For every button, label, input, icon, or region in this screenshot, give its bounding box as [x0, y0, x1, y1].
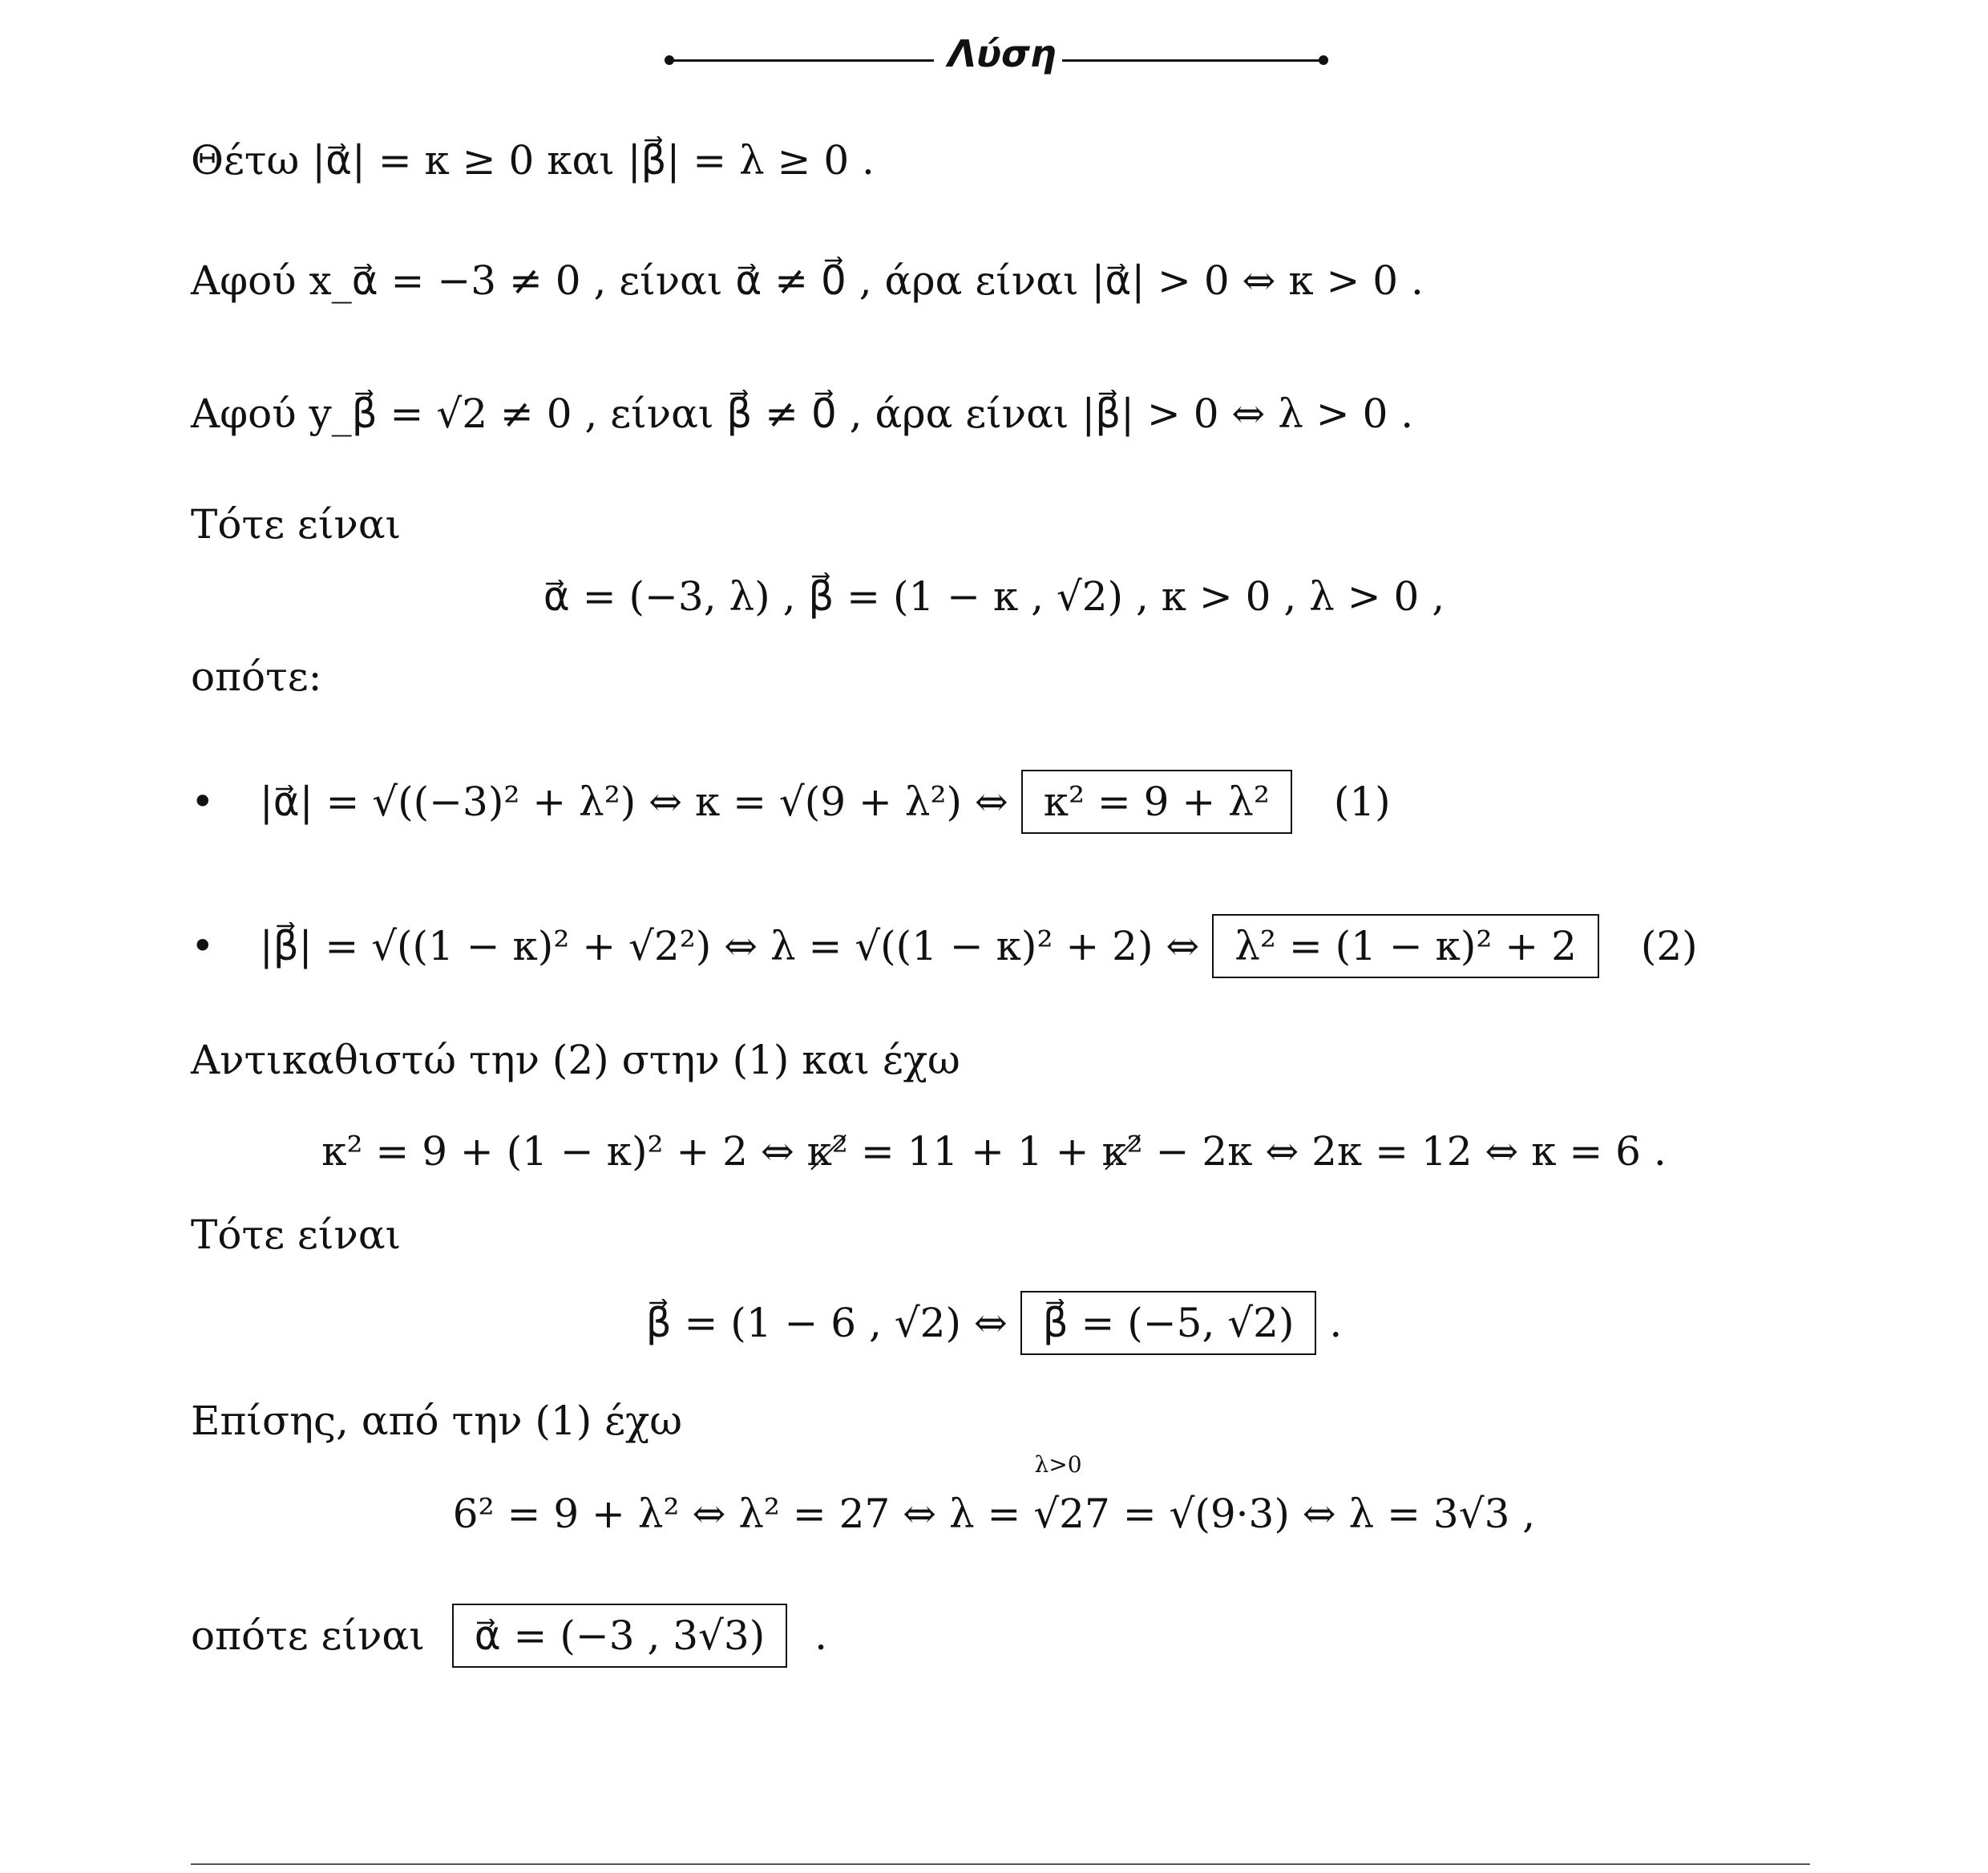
equation-2-box: λ² = (1 − κ)² + 2	[1212, 914, 1599, 978]
alpha-result-label: οπότε είναι	[191, 1612, 425, 1659]
alpha-norm-derivation: |α⃗| = √((−3)² + λ²) ⇔ κ = √(9 + λ²) ⇔	[259, 779, 1008, 825]
vectors-definition: α⃗ = (−3, λ) , β⃗ = (1 − κ , √2) , κ > 0 , λ > 0 ,	[543, 573, 1445, 620]
then-line-2: Τότε είναι	[191, 1212, 402, 1258]
beta-nonzero-line: Αφού y_β⃗ = √2 ≠ 0 , είναι β⃗ ≠ 0⃗ , άρα είναι |β⃗| > 0 ⇔ λ > 0 .	[191, 390, 1414, 437]
equation-1-box: κ² = 9 + λ²	[1021, 770, 1292, 834]
then-line-1: Τότε είναι	[191, 501, 402, 548]
set-norms-line: Θέτω |α⃗| = κ ≥ 0 και |β⃗| = λ ≥ 0 .	[191, 137, 875, 184]
solve-kappa-part-c: − 2κ ⇔ 2κ = 12 ⇔ κ = 6 .	[1142, 1128, 1667, 1175]
bullet-marker: •	[191, 779, 215, 825]
substitute-line: Αντικαθιστώ την (2) στην (1) και έχω	[191, 1037, 960, 1083]
header-dot-right	[1319, 55, 1328, 65]
cancelled-term-2: κ²	[1101, 1126, 1142, 1177]
solve-kappa-part-a: κ² = 9 + (1 − κ)² + 2 ⇔	[321, 1128, 807, 1175]
page-title: Λύση	[948, 32, 1057, 75]
solve-kappa-equation	[0, 1126, 1988, 1177]
alpha-result-period: .	[814, 1612, 828, 1659]
alpha-nonzero-line: Αφού x_α⃗ = −3 ≠ 0 , είναι α⃗ ≠ 0⃗ , άρα είναι |α⃗| > 0 ⇔ κ > 0 .	[191, 257, 1424, 304]
therefore-label: οπότε:	[191, 653, 322, 700]
beta-result-period: .	[1329, 1300, 1343, 1346]
beta-result-line	[0, 1291, 1988, 1355]
solve-lambda-equation: 6² = 9 + λ² ⇔ λ² = 27 ⇔ λ = √27 = √(9·3) ⇔ λ = 3√3 ,	[452, 1491, 1536, 1537]
beta-norm-derivation: |β⃗| = √((1 − κ)² + √2²) ⇔ λ = √((1 − κ)² + 2) ⇔	[259, 923, 1200, 969]
beta-substitution: β⃗ = (1 − 6 , √2) ⇔	[645, 1300, 1008, 1346]
alpha-result-box: α⃗ = (−3 , 3√3)	[452, 1604, 788, 1668]
beta-result-box: β⃗ = (−5, √2)	[1020, 1291, 1317, 1355]
also-line: Επίσης, από την (1) έχω	[191, 1398, 683, 1444]
lambda-positive-condition: λ>0	[1034, 1451, 1082, 1478]
solve-kappa-part-b: = 11 + 1 +	[847, 1128, 1102, 1175]
bullet-marker: •	[191, 923, 215, 969]
footer-rule	[191, 1863, 1810, 1865]
header-rule-left	[669, 59, 934, 62]
cancelled-term-1: κ²	[807, 1126, 848, 1177]
bullet-beta-norm	[191, 914, 1698, 978]
equation-1-tag: (1)	[1333, 779, 1391, 825]
bullet-alpha-norm	[191, 770, 1391, 834]
equation-2-tag: (2)	[1640, 923, 1698, 969]
header-rule-right	[1062, 59, 1327, 62]
alpha-result-line	[191, 1604, 827, 1668]
